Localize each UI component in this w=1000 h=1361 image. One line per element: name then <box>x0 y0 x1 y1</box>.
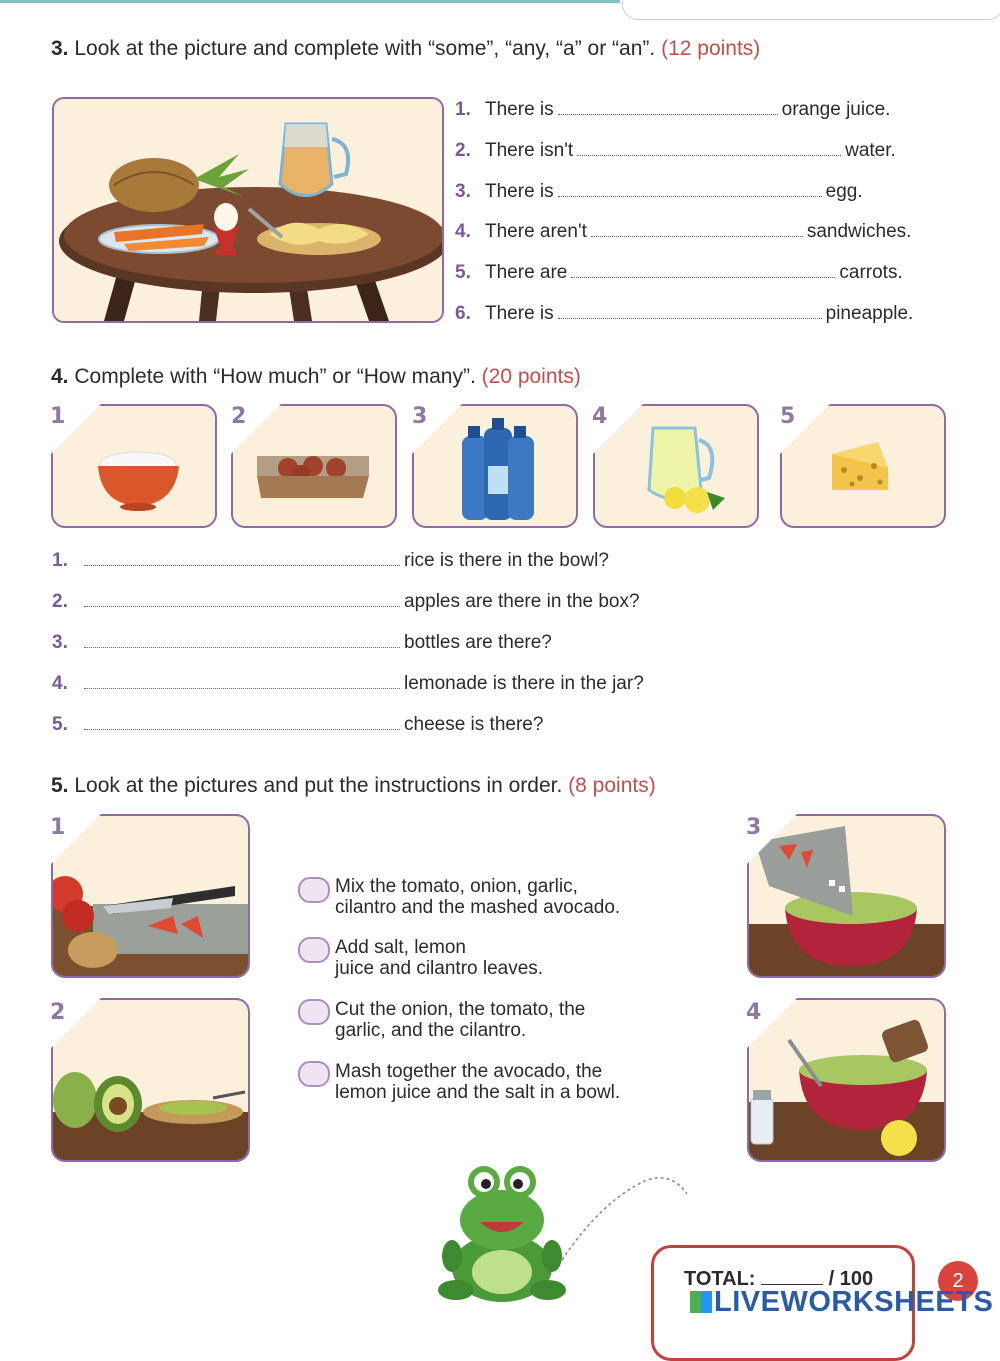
instruction-text: garlic, and the cilantro. <box>335 1020 527 1041</box>
card-number: 1 <box>50 404 66 429</box>
fill-blank-row: 1. rice is there in the bowl? <box>52 550 609 571</box>
liveworksheets-logo-icon <box>690 1291 712 1313</box>
answer-blank[interactable] <box>84 605 400 607</box>
picture-number: 3 <box>746 815 762 840</box>
instruction-text: Mash together the avocado, the <box>335 1061 603 1082</box>
picture-number: 4 <box>746 1000 762 1025</box>
instruction-text: lemon juice and the salt in a bowl. <box>335 1082 621 1103</box>
mashing-avocado-icon <box>53 1000 248 1160</box>
cheese-icon <box>782 406 944 526</box>
rice-bowl-icon <box>53 406 215 526</box>
fill-blank-row: 2. apples are there in the box? <box>52 591 640 612</box>
section-5-heading: 5. Look at the pictures and put the instructions in order. (8 points) <box>51 774 656 797</box>
section-3-heading: 3. Look at the picture and complete with “some”, “any, “a” or “an”. (12 points) <box>51 37 761 60</box>
card-number: 3 <box>412 404 428 429</box>
answer-blank[interactable] <box>84 646 400 648</box>
fill-blank-row: 6. There is pineapple. <box>455 303 914 324</box>
total-blank[interactable] <box>761 1283 823 1285</box>
previous-score-card <box>622 0 1000 20</box>
instruction-text: juice and cilantro leaves. <box>335 958 544 979</box>
apple-box-card <box>231 404 397 528</box>
cutting-vegetables-picture <box>51 814 250 978</box>
apple-box-icon <box>233 406 395 526</box>
picture-number: 1 <box>50 815 66 840</box>
answer-blank[interactable] <box>591 235 803 237</box>
order-answer-box[interactable] <box>298 999 330 1025</box>
section-4-heading: 4. Complete with “How much” or “How many”. (20 points) <box>51 365 581 388</box>
instruction-text: Add salt, lemon <box>335 937 466 958</box>
answer-blank[interactable] <box>84 564 400 566</box>
fill-blank-row: 4. There aren't sandwiches. <box>455 221 912 242</box>
card-number: 5 <box>780 404 796 429</box>
instruction-text: Cut the onion, the tomato, the <box>335 999 586 1020</box>
answer-blank[interactable] <box>558 195 822 197</box>
order-answer-box[interactable] <box>298 937 330 963</box>
total-label: TOTAL: <box>684 1268 756 1290</box>
answer-blank[interactable] <box>558 113 778 115</box>
water-bottles-card <box>412 404 578 528</box>
card-number: 4 <box>592 404 608 429</box>
seasoning-bowl-icon <box>749 1000 944 1160</box>
lemonade-jar-card <box>593 404 759 528</box>
instruction-text: cilantro and the mashed avocado. <box>335 897 621 918</box>
water-bottles-icon <box>414 406 576 526</box>
fill-blank-row: 5. There are carrots. <box>455 262 903 283</box>
instruction-text: Mix the tomato, onion, garlic, <box>335 876 578 897</box>
answer-blank[interactable] <box>571 276 835 278</box>
cutting-vegetables-icon <box>53 816 248 976</box>
fill-blank-row: 3. There is egg. <box>455 181 863 202</box>
page-number-badge: 2 <box>938 1261 978 1301</box>
fill-blank-row: 1. There is orange juice. <box>455 99 891 120</box>
rice-bowl-card <box>51 404 217 528</box>
answer-blank[interactable] <box>84 728 400 730</box>
seasoning-bowl-picture <box>747 998 946 1162</box>
answer-blank[interactable] <box>84 687 400 689</box>
answer-blank[interactable] <box>558 317 822 319</box>
liveworksheets-watermark: LIVEWORKSHEETS <box>690 1286 993 1319</box>
table-scene-picture <box>52 97 444 323</box>
mixing-bowl-icon <box>749 816 944 976</box>
lemonade-jar-icon <box>595 406 757 526</box>
order-answer-box[interactable] <box>298 1061 330 1087</box>
fill-blank-row: 4. lemonade is there in the jar? <box>52 673 644 694</box>
total-max: / 100 <box>828 1268 874 1290</box>
order-answer-box[interactable] <box>298 877 330 903</box>
fill-blank-row: 3. bottles are there? <box>52 632 552 653</box>
instructions-list <box>298 876 718 1136</box>
fill-blank-row: 2. There isn't water. <box>455 140 896 161</box>
picture-number: 2 <box>50 1000 66 1025</box>
fill-blank-row: 5. cheese is there? <box>52 714 544 735</box>
mashing-avocado-picture <box>51 998 250 1162</box>
mixing-bowl-picture <box>747 814 946 978</box>
top-divider <box>0 0 620 3</box>
cheese-card <box>780 404 946 528</box>
card-number: 2 <box>231 404 247 429</box>
answer-blank[interactable] <box>577 154 841 156</box>
